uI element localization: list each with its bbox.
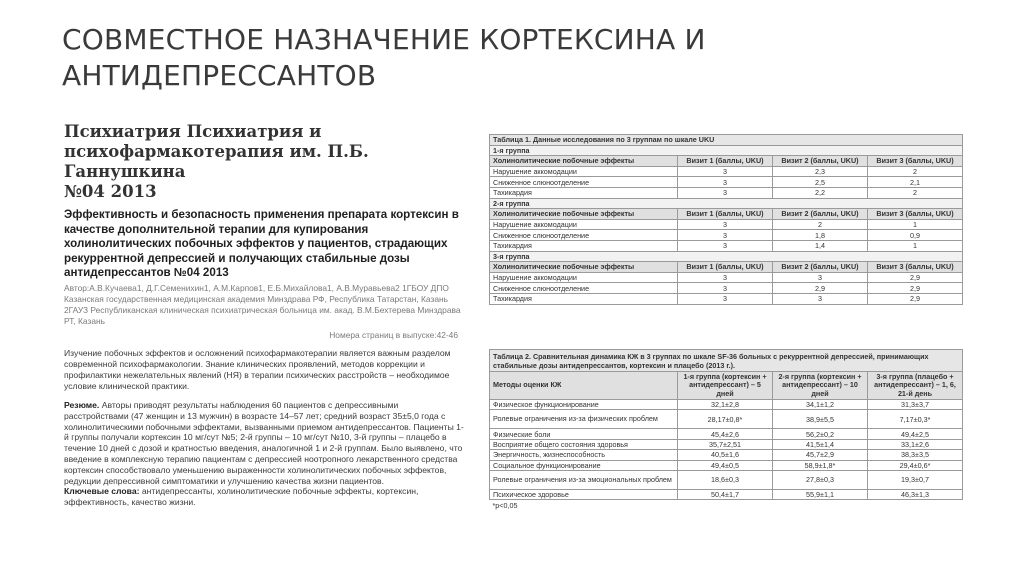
journal-title-line: Ганнушкина: [64, 162, 186, 181]
column-header: Визит 3 (баллы, UKU): [868, 262, 963, 273]
row-label: Энергичность, жизнеспособность: [490, 450, 678, 460]
table-cell: 3: [678, 293, 773, 304]
table-cell: 2,5: [773, 177, 868, 188]
column-header: Визит 2 (баллы, UKU): [773, 209, 868, 220]
sf36-table: [489, 349, 963, 510]
column-header: Визит 2 (баллы, UKU): [773, 156, 868, 167]
table-row: [490, 272, 963, 283]
column-header: Методы оценки КЖ: [490, 372, 678, 400]
table-cell: 35,7±2,51: [678, 439, 773, 449]
table-row: [490, 177, 963, 188]
journal-issue: №04 2013: [64, 182, 157, 201]
article-authors: Автор:А.В.Кучаева1, Д.Г.Семенихин1, А.М.Карпов1, Е.Б.Михайлова1, А.В.Муравьева2 1ГБОУ ДПО Казанская государственная медицинская академия Минздрава РФ, Республика Татарстан, Казань 2ГАУЗ Республиканская клиническая психиатрическая больница им. акад. В.М.Бехтерева Минздрава РТ, Казань: [64, 282, 461, 326]
table-cell: 56,2±0,2: [773, 429, 868, 439]
group-label: 1-я группа: [490, 145, 963, 156]
slide-title-line-1: СОВМЕСТНОЕ НАЗНАЧЕНИЕ КОРТЕКСИНА И: [62, 23, 706, 56]
table-cell: 46,3±1,3: [868, 489, 963, 499]
table-cell: 3: [678, 177, 773, 188]
article-abstract: [64, 400, 464, 486]
header-row: [490, 262, 963, 273]
table-cell: 18,6±0,3: [678, 470, 773, 489]
table-cell: 41,5±1,4: [773, 439, 868, 449]
table-cell: 19,3±0,7: [868, 470, 963, 489]
journal-title-line: Психиатрия Психиатрия и: [64, 122, 322, 141]
table-row: [490, 429, 963, 439]
table-cell: 3: [678, 272, 773, 283]
table-cell: 3: [678, 166, 773, 177]
table-row: [490, 240, 963, 251]
table-cell: 49,4±2,5: [868, 429, 963, 439]
table-cell: 55,9±1,1: [773, 489, 868, 499]
table-cell: 50,4±1,7: [678, 489, 773, 499]
table-cell: 3: [678, 219, 773, 230]
article-keywords: [64, 486, 464, 508]
issue-pages: Номера страниц в выпуске:42-46: [329, 329, 458, 340]
column-header: 1-я группа (кортексин + антидепрессант) – 5 дней: [678, 372, 773, 400]
slide-title-line-2: АНТИДЕПРЕССАНТОВ: [62, 59, 377, 92]
column-header: Холинолитические побочные эффекты: [490, 262, 678, 273]
row-label: Сниженное слюноотделение: [490, 283, 678, 294]
row-label: Тахикардия: [490, 187, 678, 198]
table-cell: 28,17±0,8*: [678, 410, 773, 429]
uku-table: [489, 134, 963, 305]
keywords-text: антидепрессанты, холинолитические побочные эффекты, кортексин, эффективность, качество жизни.: [64, 486, 419, 508]
table-caption: Таблица 2. Сравнительная динамика КЖ в 3 группах по шкале SF-36 больных с рекуррентной депрессией, принимающих стабильные дозы антидепрессантов, кортексин и плацебо (2013 г.).: [490, 350, 963, 372]
column-header: Визит 1 (баллы, UKU): [678, 156, 773, 167]
table-cell: 2: [868, 187, 963, 198]
article-title: Эффективность и безопасность применения препарата кортексин в качестве дополнительной терапии для купирования холинолитических побочных эффектов у пациентов, страдающих рекуррентной депрессией и получающих стабильные дозы антидепрессантов №04 2013: [64, 208, 459, 280]
abstract-text: Авторы приводят результаты наблюдения 60 пациентов с депрессивными расстройствами (47 женщин и 13 мужчин) в возрасте 14–57 лет; средний возраст 35±5,0 года с холинолитическими побочными эффектами, вызванными приемом антидепрессантов. Пациенты 1-й группы получали кортексин 10 мг/сут №5; 2-й группы – 10 мг/сут №10, 3-й группы – плацебо в течение 10 дней с дозой и кратностью введения, аналогичной 1 и 2-й группам. Было выявлено, что введение в комплексную терапию пациентам с депрессией ноотропного лекарственного средства кортексин способствовало уменьшению выраженности холинолитических побочных эффектов, редукции депрессивной симптоматики и улучшению качества жизни пациентов.: [64, 399, 464, 486]
table-row: [490, 410, 963, 429]
column-header: 2-я группа (кортексин + антидепрессант) – 10 дней: [773, 372, 868, 400]
table-cell: 58,9±1,8*: [773, 460, 868, 470]
column-header: Холинолитические побочные эффекты: [490, 209, 678, 220]
row-label: Социальное функционирование: [490, 460, 678, 470]
table-footnote: *р<0,05: [492, 501, 518, 511]
row-label: Восприятие общего состояния здоровья: [490, 439, 678, 449]
table-cell: 2,9: [773, 283, 868, 294]
table-cell: 49,4±0,5: [678, 460, 773, 470]
table-cell: 45,7±2,9: [773, 450, 868, 460]
table-row: [490, 283, 963, 294]
table-cell: 7,17±0,3*: [868, 410, 963, 429]
header-row: [490, 209, 963, 220]
row-label: Нарушение аккомодации: [490, 219, 678, 230]
row-label: Физическое функционирование: [490, 400, 678, 410]
table-cell: 3: [678, 187, 773, 198]
table-cell: 3: [773, 272, 868, 283]
table-cell: 38,9±5,5: [773, 410, 868, 429]
row-label: Сниженное слюноотделение: [490, 177, 678, 188]
row-label: Нарушение аккомодации: [490, 166, 678, 177]
table-cell: 0,9: [868, 230, 963, 241]
table-cell: 2,2: [773, 187, 868, 198]
row-label: Сниженное слюноотделение: [490, 230, 678, 241]
table-row: [490, 450, 963, 460]
table-cell: 2: [868, 166, 963, 177]
table-row: [490, 293, 963, 304]
table-cell: 3: [678, 240, 773, 251]
row-label: Ролевые ограничения из-за физических проблем: [490, 410, 678, 429]
table-cell: 2,9: [868, 272, 963, 283]
row-label: Ролевые ограничения из-за эмоциональных проблем: [490, 470, 678, 489]
table-cell: 3: [773, 293, 868, 304]
table-cell: 33,1±2,6: [868, 439, 963, 449]
table-cell: 2: [773, 219, 868, 230]
column-header: Визит 2 (баллы, UKU): [773, 262, 868, 273]
row-label: Физические боли: [490, 429, 678, 439]
slide-title: [62, 22, 962, 94]
table-cell: 34,1±1,2: [773, 400, 868, 410]
table-cell: 40,5±1,6: [678, 450, 773, 460]
header-row: [490, 156, 963, 167]
table-caption: Таблица 1. Данные исследования по 3 группам по шкале UKU: [490, 135, 963, 146]
table-cell: 27,8±0,3: [773, 470, 868, 489]
table-row: [490, 439, 963, 449]
table-row: [490, 230, 963, 241]
group-label: 2-я группа: [490, 198, 963, 209]
row-label: Тахикардия: [490, 293, 678, 304]
column-header: Визит 3 (баллы, UKU): [868, 156, 963, 167]
table-cell: 38,3±3,5: [868, 450, 963, 460]
table-cell: 1,4: [773, 240, 868, 251]
table-row: [490, 219, 963, 230]
table-cell: 32,1±2,8: [678, 400, 773, 410]
row-label: Нарушение аккомодации: [490, 272, 678, 283]
abstract-label: Резюме.: [64, 399, 100, 410]
column-header: Холинолитические побочные эффекты: [490, 156, 678, 167]
table-note-row: [490, 500, 963, 511]
column-header: 3-я группа (плацебо + антидепрессант) – 1, 6, 21-й день: [868, 372, 963, 400]
column-header: Визит 1 (баллы, UKU): [678, 209, 773, 220]
header-row: [490, 372, 963, 400]
table-row: [490, 489, 963, 499]
table-cell: 2,3: [773, 166, 868, 177]
keywords-label: Ключевые слова:: [64, 486, 140, 497]
row-label: Тахикардия: [490, 240, 678, 251]
table-cell: 2,1: [868, 177, 963, 188]
table-row: [490, 166, 963, 177]
table-cell: 1,8: [773, 230, 868, 241]
column-header: Визит 3 (баллы, UKU): [868, 209, 963, 220]
table-row: [490, 460, 963, 470]
table-cell: 1: [868, 219, 963, 230]
table-cell: 45,4±2,6: [678, 429, 773, 439]
column-header: Визит 1 (баллы, UKU): [678, 262, 773, 273]
table-cell: 29,4±0,6*: [868, 460, 963, 470]
journal-title: [64, 122, 464, 202]
group-row: [490, 198, 963, 209]
group-row: [490, 145, 963, 156]
group-row: [490, 251, 963, 262]
article-intro: Изучение побочных эффектов и осложнений психофармакотерапии является важным разделом современной психофармакологии. Знание клинических проявлений, методов коррекции и профилактики нежелательных явлений (НЯ) в терапии психических расстройств – необходимое условие клинической практики.: [64, 347, 451, 391]
table-row: [490, 187, 963, 198]
table-cell: 3: [678, 283, 773, 294]
group-label: 3-я группа: [490, 251, 963, 262]
table-cell: 31,3±3,7: [868, 400, 963, 410]
table-row: [490, 470, 963, 489]
journal-title-line: психофармакотерапия им. П.Б.: [64, 142, 369, 161]
table-cell: 2,9: [868, 293, 963, 304]
row-label: Психическое здоровье: [490, 489, 678, 499]
table-cell: 3: [678, 230, 773, 241]
table-cell: 2,9: [868, 283, 963, 294]
table-row: [490, 400, 963, 410]
article-column: [64, 122, 464, 508]
table-cell: 1: [868, 240, 963, 251]
